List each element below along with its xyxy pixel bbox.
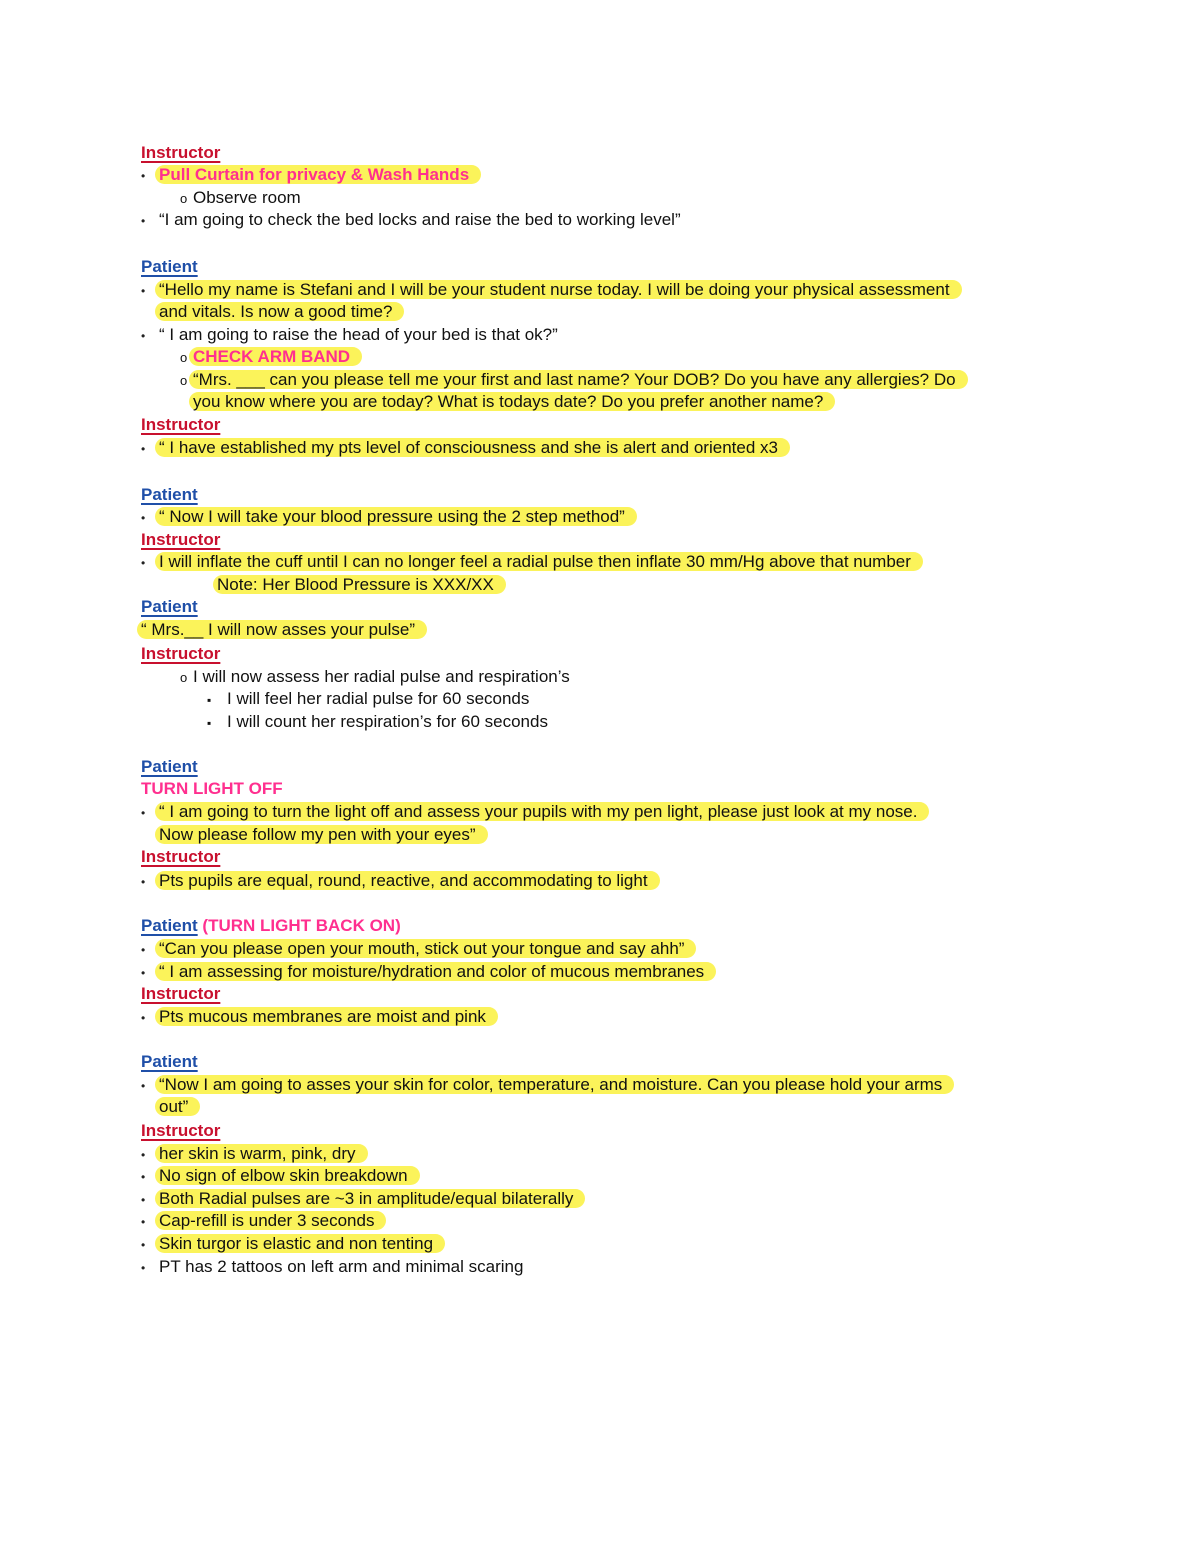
item-text: I will now assess her radial pulse and respiration’s (193, 667, 570, 686)
role-label: Instructor (141, 1121, 221, 1140)
list-item (141, 1233, 445, 1255)
bullet-icon: • (141, 511, 146, 525)
list-item (141, 1143, 368, 1165)
role-label: Patient (141, 485, 198, 504)
highlighted-text: Now please follow my pen with your eyes” (155, 825, 488, 844)
list-item (141, 1188, 585, 1210)
bullet-icon: • (141, 1079, 146, 1093)
highlighted-text: Pull Curtain for privacy & Wash Hands (155, 165, 481, 184)
instructor-heading (141, 529, 220, 551)
highlighted-text: No sign of elbow skin breakdown (155, 1166, 420, 1185)
highlighted-text: CHECK ARM BAND (189, 347, 362, 366)
role-label: Instructor (141, 530, 221, 549)
highlighted-text: “ Now I will take your blood pressure using the 2 step method” (155, 507, 637, 526)
list-subitem (180, 369, 968, 391)
role-label: Instructor (141, 644, 221, 663)
list-item (141, 437, 790, 459)
circle-bullet-icon: o (180, 670, 188, 685)
item-text: I will count her respiration’s for 60 seconds (227, 712, 548, 731)
highlighted-text: “Now I am going to asses your skin for color, temperature, and moisture. Can you please hold your arms (155, 1075, 954, 1094)
circle-bullet-icon: o (180, 350, 188, 365)
action-label: (TURN LIGHT BACK ON) (202, 916, 401, 935)
list-subitem (180, 187, 301, 209)
highlighted-text: Pts pupils are equal, round, reactive, and accommodating to light (155, 871, 660, 890)
instructor-heading (141, 643, 220, 665)
patient-line (141, 619, 427, 641)
patient-heading (141, 484, 198, 506)
instructor-heading (141, 414, 220, 436)
highlighted-text: out” (155, 1097, 200, 1116)
highlighted-text: “Mrs. ___ can you please tell me your first and last name? Your DOB? Do you have any allergies? Do (189, 370, 968, 389)
list-item (141, 1006, 498, 1028)
bullet-icon: • (141, 1170, 146, 1184)
bullet-icon: • (141, 329, 146, 343)
item-text: PT has 2 tattoos on left arm and minimal scaring (159, 1257, 524, 1276)
role-label: Instructor (141, 415, 221, 434)
bullet-icon: • (141, 284, 146, 298)
turn-light-off-label (141, 778, 283, 800)
item-text: I will feel her radial pulse for 60 seconds (227, 689, 530, 708)
bullet-icon: • (141, 806, 146, 820)
list-item (141, 506, 637, 528)
list-item (141, 209, 681, 231)
item-text: “I am going to check the bed locks and raise the bed to working level” (159, 210, 681, 229)
list-item-continuation (159, 301, 404, 323)
highlighted-text: “ Mrs.__ I will now asses your pulse” (137, 620, 427, 639)
bullet-icon: • (141, 169, 146, 183)
circle-bullet-icon: o (180, 191, 188, 206)
list-item (141, 1210, 386, 1232)
list-subitem-continuation (193, 391, 835, 413)
bullet-icon: • (141, 1193, 146, 1207)
bullet-icon: • (141, 214, 146, 228)
list-item-continuation (159, 1096, 200, 1118)
list-item (141, 324, 558, 346)
patient-heading (141, 1051, 198, 1073)
role-label: Patient (141, 597, 198, 616)
highlighted-text: “ I am assessing for moisture/hydration and color of mucous membranes (155, 962, 716, 981)
bullet-icon: • (141, 1238, 146, 1252)
highlighted-text: “ I am going to turn the light off and assess your pupils with my pen light, please just look at my nose. (155, 802, 929, 821)
item-text: “ I am going to raise the head of your bed is that ok?” (159, 325, 558, 344)
list-item (141, 961, 716, 983)
item-text: Observe room (193, 188, 301, 207)
patient-heading (141, 596, 198, 618)
instructor-heading (141, 1120, 220, 1142)
role-label: Instructor (141, 143, 221, 162)
highlighted-text: Cap-refill is under 3 seconds (155, 1211, 386, 1230)
bullet-icon: • (141, 966, 146, 980)
highlighted-text: “Can you please open your mouth, stick out your tongue and say ahh” (155, 939, 696, 958)
highlighted-text: Pts mucous membranes are moist and pink (155, 1007, 498, 1026)
bullet-icon: • (141, 1011, 146, 1025)
list-item-continuation (159, 824, 488, 846)
list-item (141, 551, 923, 573)
highlighted-text: you know where you are today? What is todays date? Do you prefer another name? (189, 392, 835, 411)
bullet-icon: • (141, 875, 146, 889)
list-item (141, 1165, 420, 1187)
highlighted-text: “Hello my name is Stefani and I will be your student nurse today. I will be doing your physical assessment (155, 280, 962, 299)
patient-heading (141, 756, 198, 778)
list-item (141, 1074, 954, 1096)
highlighted-text: Note: Her Blood Pressure is XXX/XX (213, 575, 506, 594)
action-label: TURN LIGHT OFF (141, 779, 283, 798)
highlighted-text: “ I have established my pts level of consciousness and she is alert and oriented x3 (155, 438, 790, 457)
instructor-heading (141, 846, 220, 868)
list-subitem (180, 666, 570, 688)
bullet-icon: • (141, 556, 146, 570)
bullet-icon: • (141, 1215, 146, 1229)
highlighted-text: her skin is warm, pink, dry (155, 1144, 368, 1163)
role-label: Instructor (141, 847, 221, 866)
list-item (141, 938, 696, 960)
role-label: Patient (141, 757, 198, 776)
bullet-icon: • (141, 442, 146, 456)
highlighted-text: Skin turgor is elastic and non tenting (155, 1234, 445, 1253)
patient-heading (141, 256, 198, 278)
bullet-icon: • (141, 1261, 146, 1275)
square-bullet-icon: ▪ (207, 716, 212, 730)
list-item (141, 1256, 523, 1278)
bp-note (217, 574, 506, 596)
square-bullet-icon: ▪ (207, 693, 212, 707)
instructor-heading (141, 142, 220, 164)
list-item (141, 870, 660, 892)
role-label: Instructor (141, 984, 221, 1003)
list-item (141, 279, 962, 301)
list-subsubitem (207, 688, 529, 710)
role-label: Patient (141, 257, 198, 276)
highlighted-text: Both Radial pulses are ~3 in amplitude/equal bilaterally (155, 1189, 585, 1208)
highlighted-text: and vitals. Is now a good time? (155, 302, 404, 321)
role-label: Patient (141, 916, 198, 935)
list-item (141, 801, 929, 823)
highlighted-text: I will inflate the cuff until I can no longer feel a radial pulse then inflate 30 mm/Hg above that number (155, 552, 923, 571)
bullet-icon: • (141, 943, 146, 957)
circle-bullet-icon: o (180, 373, 188, 388)
instructor-heading (141, 983, 220, 1005)
patient-heading (141, 915, 401, 937)
bullet-icon: • (141, 1148, 146, 1162)
list-subitem (180, 346, 362, 368)
role-label: Patient (141, 1052, 198, 1071)
list-item (141, 164, 481, 186)
list-subsubitem (207, 711, 548, 733)
